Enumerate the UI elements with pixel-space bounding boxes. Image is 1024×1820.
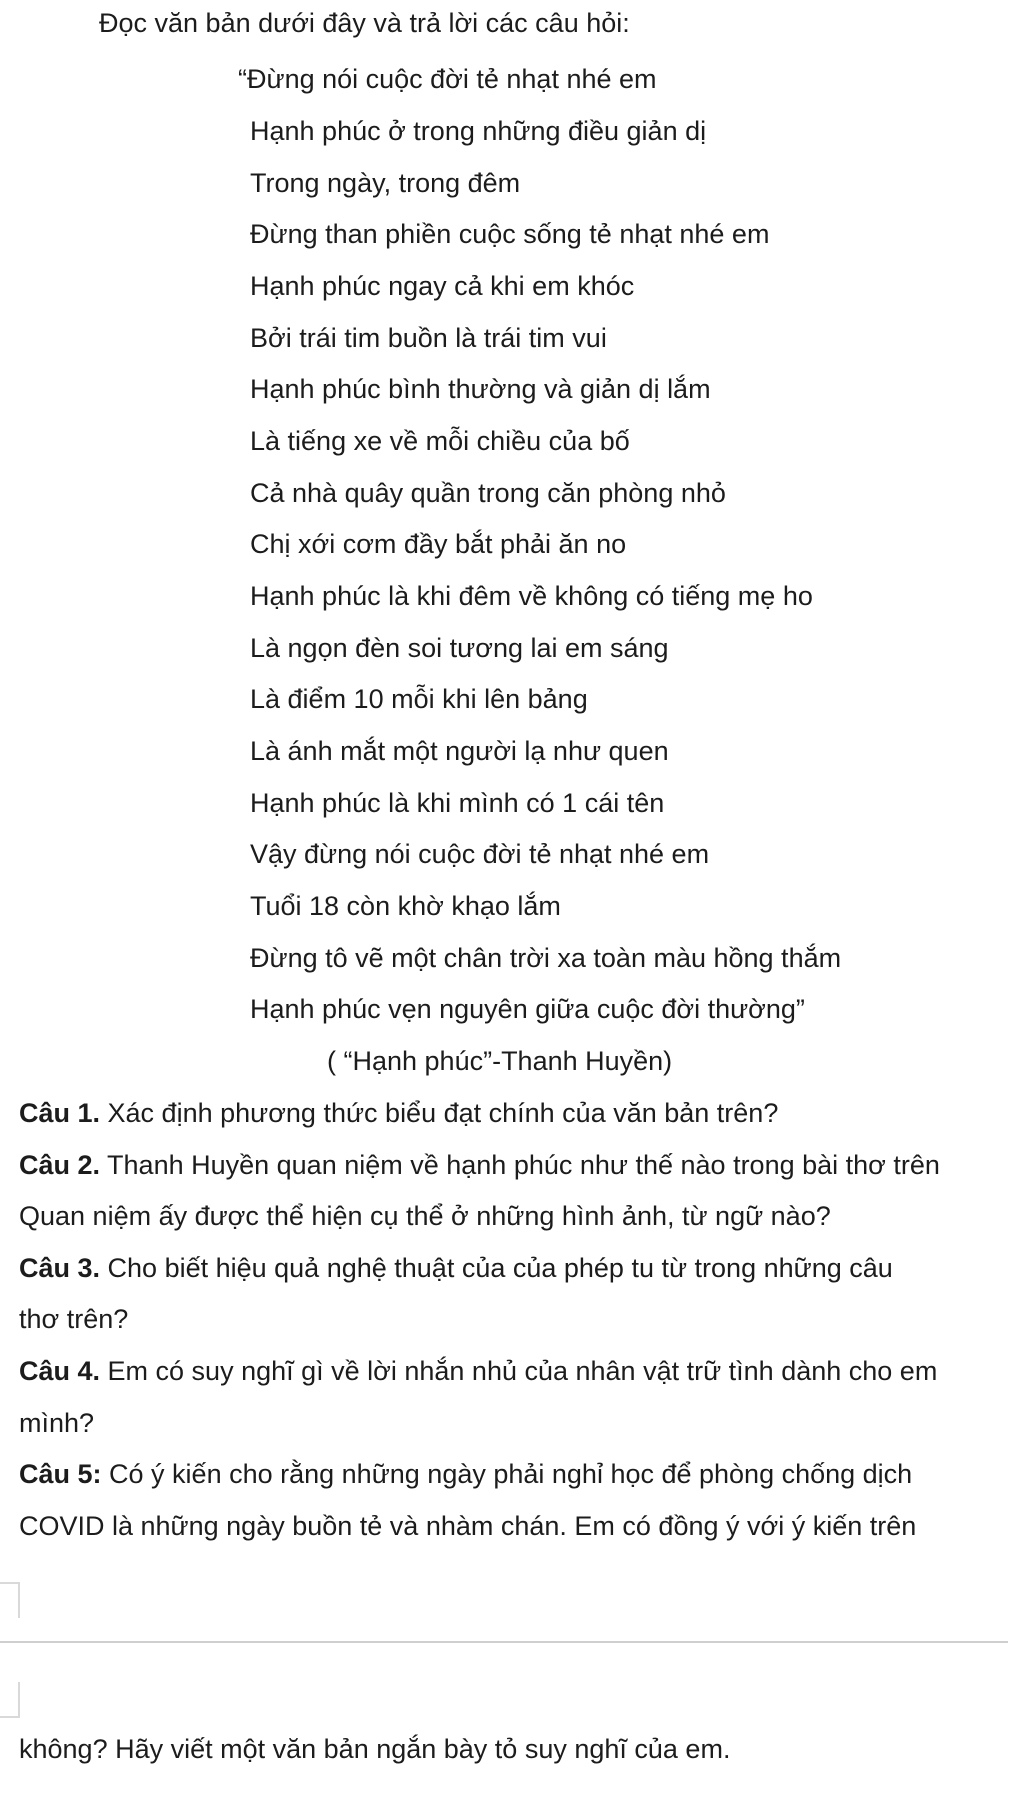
page-corner-mark: [0, 1582, 20, 1618]
question-3-continued: thơ trên?: [19, 1304, 129, 1334]
poem-line: Tuổi 18 còn khờ khạo lắm: [250, 891, 561, 921]
poem-line: Hạnh phúc là khi đêm về không có tiếng mẹ ho: [250, 581, 813, 611]
poem-line: Là ngọn đèn soi tương lai em sáng: [250, 633, 669, 663]
question-label: Câu 1.: [19, 1098, 101, 1128]
poem-line: Bởi trái tim buồn là trái tim vui: [250, 323, 607, 353]
poem-line: Hạnh phúc ở trong những điều giản dị: [250, 116, 707, 146]
page-corner-mark: [0, 1682, 20, 1718]
poem-line: Hạnh phúc ngay cả khi em khóc: [250, 271, 635, 301]
question-1: [19, 1096, 778, 1130]
poem-line: Chị xới cơm đầy bắt phải ăn no: [250, 529, 627, 559]
question-text: Thanh Huyền quan niệm về hạnh phúc như thế nào trong bài thơ trên: [100, 1150, 940, 1180]
poem-source: ( “Hạnh phúc”-Thanh Huyền): [327, 1046, 673, 1076]
poem-line: Là điểm 10 mỗi khi lên bảng: [250, 684, 588, 714]
poem-line: Hạnh phúc bình thường và giản dị lắm: [250, 374, 711, 404]
question-2: [19, 1148, 940, 1182]
instruction-text: Đọc văn bản dưới đây và trả lời các câu hỏi:: [99, 8, 630, 38]
poem-line: Đừng than phiền cuộc sống tẻ nhạt nhé em: [250, 219, 770, 249]
question-text: Em có suy nghĩ gì về lời nhắn nhủ của nhân vật trữ tình dành cho em: [100, 1356, 938, 1386]
question-2-continued: Quan niệm ấy được thể hiện cụ thể ở những hình ảnh, từ ngữ nào?: [19, 1201, 831, 1231]
question-text: Xác định phương thức biểu đạt chính của văn bản trên?: [100, 1098, 779, 1128]
poem-line: Hạnh phúc vẹn nguyên giữa cuộc đời thường”: [250, 994, 805, 1024]
question-label: Câu 2.: [19, 1150, 101, 1180]
poem-line: Cả nhà quây quần trong căn phòng nhỏ: [250, 478, 726, 508]
question-text: Cho biết hiệu quả nghệ thuật của của phép tu từ trong những câu: [100, 1253, 893, 1283]
poem-line: Là ánh mắt một người lạ như quen: [250, 736, 669, 766]
question-3: [19, 1251, 893, 1285]
question-4-continued: mình?: [19, 1408, 95, 1438]
question-5-continuation: không? Hãy viết một văn bản ngắn bày tỏ suy nghĩ của em.: [19, 1734, 731, 1764]
page-break-rule: [0, 1641, 1008, 1643]
question-label: Câu 3.: [19, 1253, 101, 1283]
poem-line: Trong ngày, trong đêm: [250, 168, 521, 198]
question-5-continued: COVID là những ngày buồn tẻ và nhàm chán. Em có đồng ý với ý kiến trên: [19, 1511, 917, 1541]
poem-line: Vậy đừng nói cuộc đời tẻ nhạt nhé em: [250, 839, 710, 869]
question-4: [19, 1354, 937, 1388]
poem-line: Đừng tô vẽ một chân trời xa toàn màu hồng thắm: [250, 943, 842, 973]
question-text: Có ý kiến cho rằng những ngày phải nghỉ học để phòng chống dịch: [101, 1459, 913, 1489]
question-5: [19, 1457, 912, 1491]
poem-line: Là tiếng xe về mỗi chiều của bố: [250, 426, 630, 456]
poem-line: Hạnh phúc là khi mình có 1 cái tên: [250, 788, 665, 818]
poem-line: “Đừng nói cuộc đời tẻ nhạt nhé em: [238, 64, 657, 94]
question-label: Câu 4.: [19, 1356, 101, 1386]
question-label: Câu 5:: [19, 1459, 102, 1489]
